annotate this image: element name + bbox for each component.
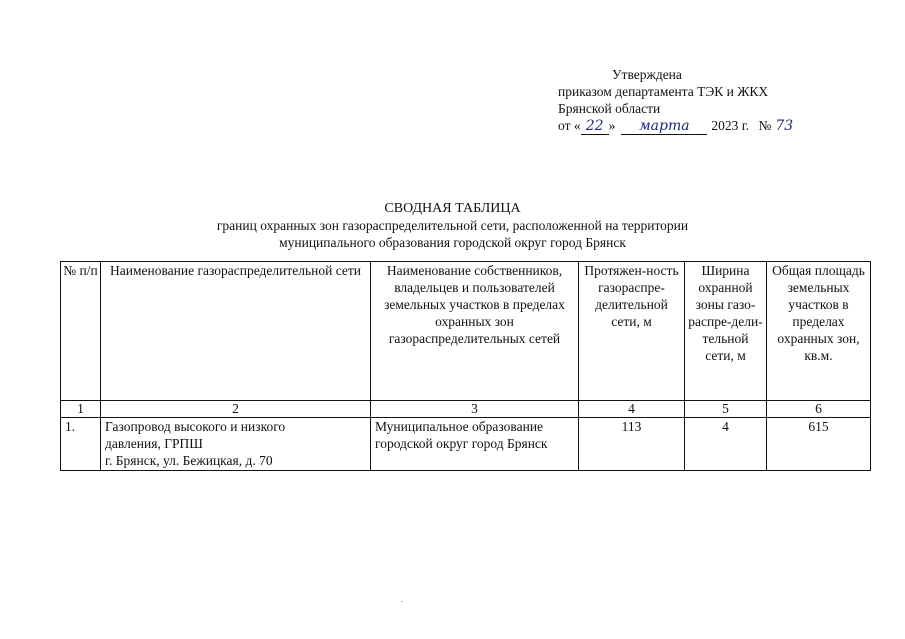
date-year: 2023 г. [711,118,750,133]
column-number: 3 [371,401,579,418]
header-number: № п/п [61,262,101,401]
header-owners: Наименование собственников, владельцев и пользователей земельных участков в пределах охранных зон газораспределительных сетей [371,262,579,401]
scan-speck [401,601,403,602]
approval-order-line: приказом департамента ТЭК и ЖКХ [558,84,769,99]
column-number: 6 [767,401,871,418]
handwritten-number: 73 [775,118,794,134]
approval-region-line: Брянской области [558,101,661,116]
column-number: 2 [101,401,371,418]
header-total-area: Общая площадь земельных участков в пределах охранных зон, кв.м. [767,262,871,401]
owner-line: городской округ город Брянск [375,436,548,451]
network-address-line: г. Брянск, ул. Бежицкая, д. 70 [105,453,273,468]
owner-line: Муниципальное образование [375,419,544,434]
handwritten-month: марта [621,119,707,135]
row-total-area: 615 [767,418,871,471]
column-number-row [61,401,871,418]
row-length: 113 [579,418,685,471]
column-number: 1 [61,401,101,418]
column-number: 5 [685,401,767,418]
number-sign: № [758,118,772,133]
row-zone-width: 4 [685,418,767,471]
document-subtitle-line2: муниципального образования городской округ город Брянск [279,235,626,250]
document-title: СВОДНАЯ ТАБЛИЦА [384,201,521,216]
header-network-name: Наименование газораспределительной сети [101,262,371,401]
summary-table [60,261,871,471]
row-owner [371,418,579,471]
row-network-name [101,418,371,471]
network-name-line: Газопровод высокого и низкого [105,419,286,434]
approval-block [558,66,888,135]
document-heading [0,200,905,251]
header-length: Протяжен-ность газораспре-делительной сети, м [579,262,685,401]
handwritten-day: 22 [581,119,609,135]
date-mid: » [608,118,616,133]
header-zone-width: Ширина охранной зоны газо-распре-дели-тельной сети, м [685,262,767,401]
date-prefix: от « [558,118,581,133]
table-row [61,418,871,471]
approval-date-line [558,117,888,135]
document-subtitle-line1: границ охранных зон газораспределительной сети, расположенной на территории [216,218,689,233]
row-number: 1. [61,418,101,471]
table-header-row [61,262,871,401]
network-name-line: давления, ГРПШ [105,436,203,451]
approval-title: Утверждена [612,67,682,82]
column-number: 4 [579,401,685,418]
